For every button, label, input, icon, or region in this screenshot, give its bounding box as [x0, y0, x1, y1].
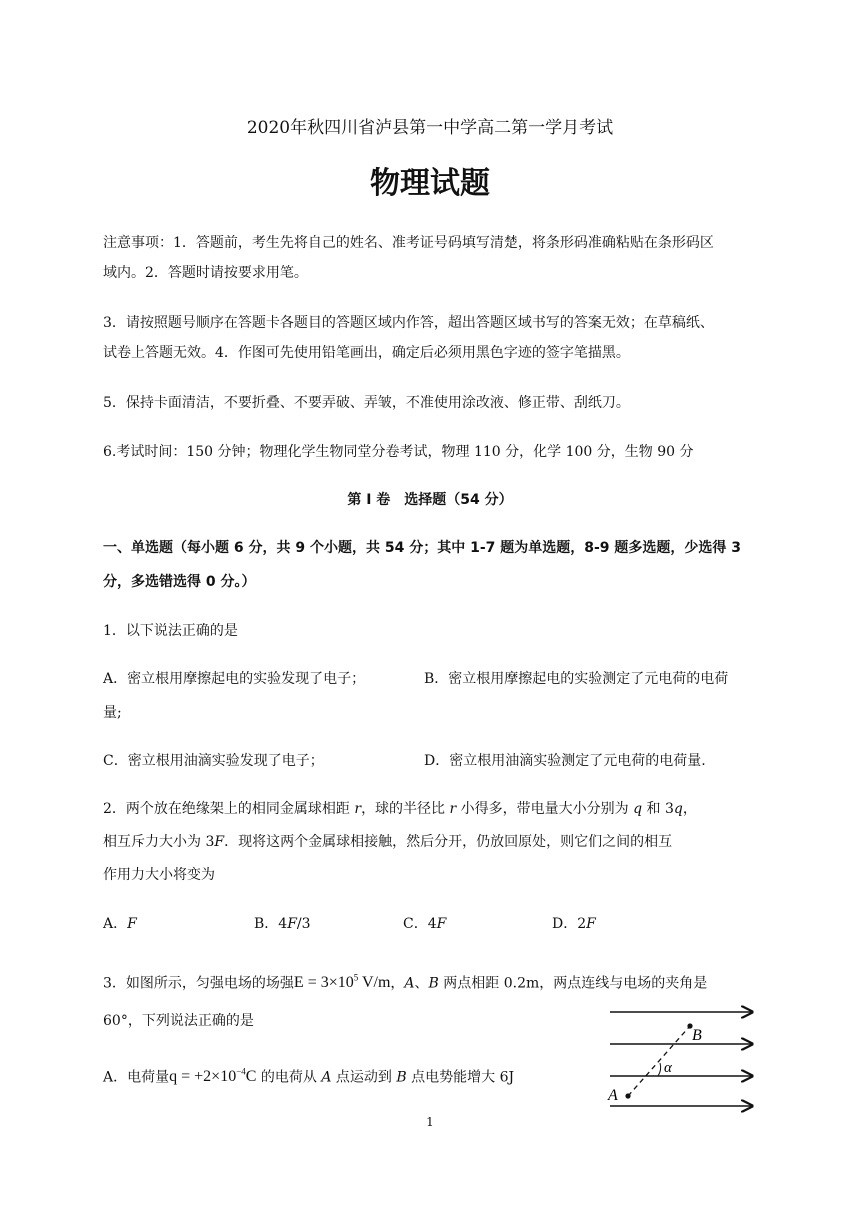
q2-option-d: D．2F: [552, 916, 596, 932]
notes-line-4: 试卷上答题无效。4．作图可先使用铅笔画出，确定后必须用黑色字迹的签字笔描黑。: [103, 345, 630, 361]
q2-option-c: C．4F: [403, 916, 447, 932]
q1-option-d: D．密立根用油滴实验测定了元电荷的电荷量.: [424, 753, 706, 769]
q2-stem-line-2: 相互斥力大小为 3F．现将这两个金属球相接触，然后分开，仍放回原处，则它们之间的相互: [103, 834, 673, 850]
notes-line-6: 6.考试时间：150 分钟；物理化学生物同堂分卷考试，物理 110 分，化学 100 分，生物 90 分: [103, 444, 694, 460]
electric-field-figure: [600, 1000, 760, 1120]
q1-option-c: C．密立根用油滴实验发现了电子；: [103, 753, 324, 769]
q2-option-a: A．F: [103, 916, 137, 932]
q1-option-b: B．密立根用摩擦起电的实验测定了元电荷的电荷: [424, 671, 729, 687]
angle-arc: [658, 1063, 661, 1076]
q2-stem-line-3: 作用力大小将变为: [103, 867, 215, 883]
field-strength-formula: $E = 3\times 10^5$ V/m: [293, 973, 391, 992]
notes-line-5: 5．保持卡面清洁，不要折叠、不要弄破、弄皱，不准使用涂改液、修正带、刮纸刀。: [103, 395, 630, 411]
q3-option-a: A．电荷量$q = +2\times 10^{-4}C$ 的电荷从 A 点运动到 B 点电势能增大 6J: [103, 1067, 515, 1086]
part-instructions-line-1: 一、单选题（每小题 6 分，共 9 个小题，共 54 分；其中 1-7 题为单选题，8-9 题多选题，少选得 3: [103, 540, 742, 556]
label-b: B: [692, 1027, 702, 1044]
exam-subtitle: 2020年秋四川省泸县第一中学高二第一学月考试: [246, 118, 614, 138]
ab-dashed-line: [628, 1026, 690, 1096]
q3-stem-line-1: 3．如图所示，匀强电场的场强$E = 3\times 10^5$ V/m，A、B 两点相距 0.2m，两点连线与电场的夹角是: [103, 973, 708, 992]
charge-formula: $q = +2\times 10^{-4}C$: [169, 1067, 257, 1086]
section-title: 第 I 卷 选择题（54 分）: [347, 492, 513, 508]
point-a: [625, 1093, 630, 1098]
label-alpha: α: [664, 1060, 672, 1076]
q2-stem-line-1: 2．两个放在绝缘架上的相同金属球相距 r，球的半径比 r 小得多，带电量大小分别为 q 和 3q，: [103, 801, 697, 817]
q1-stem: 1．以下说法正确的是: [103, 623, 238, 639]
exam-title: 物理试题: [370, 166, 490, 201]
q1-option-a: A．密立根用摩擦起电的实验发现了电子；: [103, 671, 366, 687]
notes-line-1: 注意事项：1．答题前，考生先将自己的姓名、准考证号码填写清楚，将条形码准确粘贴在条形码区: [103, 235, 714, 251]
q1-option-b-cont: 量;: [103, 705, 122, 721]
q3-stem-line-2: 60°，下列说法正确的是: [103, 1013, 254, 1029]
notes-line-3: 3．请按照题号顺序在答题卡各题目的答题区域内作答，超出答题区域书写的答案无效；在草稿纸、: [103, 315, 714, 331]
part-instructions-line-2: 分，多选错选得 0 分。）: [103, 574, 256, 590]
label-a: A: [608, 1087, 618, 1104]
page-number: 1: [426, 1115, 434, 1129]
notes-line-2: 域内。2．答题时请按要求用笔。: [103, 265, 308, 281]
q2-option-b: B．4F/3: [254, 916, 311, 932]
